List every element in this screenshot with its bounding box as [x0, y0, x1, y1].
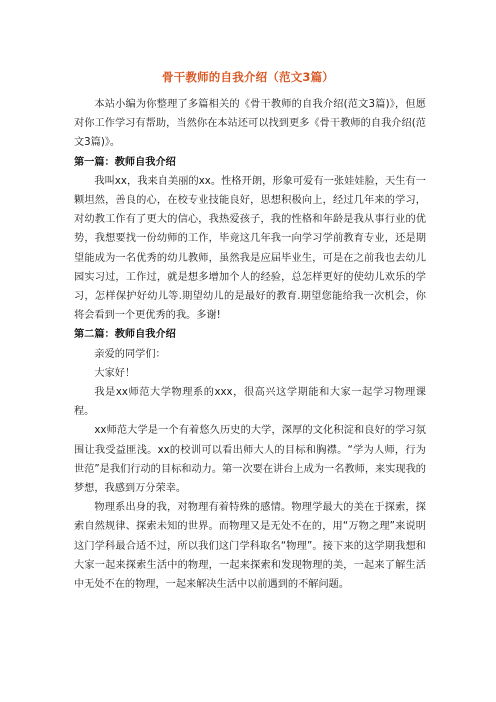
section-1 [74, 153, 426, 326]
page-title: 骨干教师的自我介绍（范文3篇） [162, 70, 334, 84]
intro-paragraph: 本站小编为你整理了多篇相关的《骨干教师的自我介绍(范文3篇)》，但愿对你工作学习有帮助，当然你在本站还可以找到更多《骨干教师的自我介绍(范文3篇)》。 [74, 99, 426, 149]
section-paragraph: 物理系出身的我，对物理有着特殊的感情。物理学最大的美在于探索，探索自然规律、探索未知的世界。而物理又是无处不在的，用“万物之理”来说明这门学科最合适不过，所以我们这门学科取名“物理”。接下来的这学期我想和大家一起来探索生活中的物理，一起来探索和发现物理的美，一起来了解生活中无处不在的物理，一起来解决生活中以前遇到的不解问题。 [74, 502, 426, 591]
section-paragraph: 大家好！ [94, 367, 136, 379]
section-paragraph: 亲爱的同学们： [94, 348, 166, 360]
section-paragraph: 我叫xx，我来自美丽的xx。性格开朗，形象可爱有一张娃娃脸，天生有一颗坦然，善良的心，在校专业技能良好，思想积极向上，经过几年来的学习，对幼教工作有了更大的信心，我热爱孩子，我的性格和年龄是我从事行业的优势，我想要找一份幼师的工作，毕竟这几年我一向学习学前教育专业，还是期望能成为一名优秀的幼儿教师，虽然我是应届毕业生，可是在之前我也去幼儿园实习过，工作过，就是想多增加个人的经验，总怎样更好的使幼儿欢乐的学习，怎样保护好幼儿等.期望幼儿的是最好的教育.期望您能给我一次机会，你将会看到一个更优秀的我。多谢! [74, 175, 426, 322]
section-paragraph: xx师范大学是一个有着悠久历史的大学，深厚的文化积淀和良好的学习氛围让我受益匪浅。xx的校训可以看出师大人的目标和胸襟。“学为人师，行为世范”是我们行动的目标和动力。第一次要在讲台上成为一名教师，来实现我的梦想，我感到万分荣幸。 [74, 425, 426, 495]
section-heading: 第一篇：教师自我介绍 [74, 156, 176, 168]
document-body [74, 95, 426, 594]
section-paragraph: 我是xx师范大学物理系的xxx，很高兴这学期能和大家一起学习物理课程。 [74, 387, 426, 418]
section-2 [74, 325, 426, 594]
section-heading: 第二篇：教师自我介绍 [74, 329, 176, 341]
